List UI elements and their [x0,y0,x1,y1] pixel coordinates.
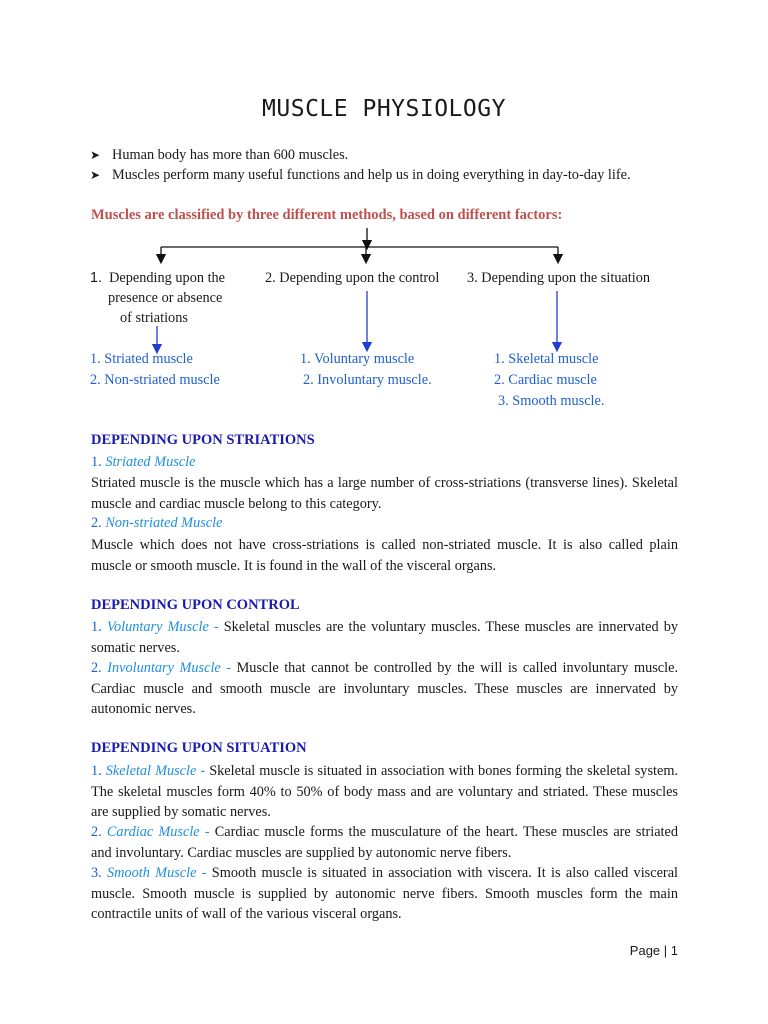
method-1: 1. Depending upon the presence or absence of striations [90,270,226,326]
paragraph-striated: Striated muscle is the muscle which has a large number of cross-striations (transverse lines). Skeletal muscle and cardiac muscle belong to this category. [91,475,678,512]
paragraph-involuntary: 2. Involuntary Muscle - Muscle that cannot be controlled by the will is called involuntary muscle. Cardiac muscle and smooth muscle are involuntary muscles. These muscles are innervated by autonomic nerves. [91,660,679,717]
method-3: 3. Depending upon the situation [467,270,651,286]
subheading-striated: 1. Striated Muscle [91,454,196,470]
section-heading-situation: DEPENDING UPON SITUATION [91,740,307,756]
paragraph-voluntary: 1. Voluntary Muscle - Skeletal muscles are the voluntary muscles. These muscles are innervated by somatic nerves. [91,619,679,656]
subheading-non-striated: 2. Non-striated Muscle [91,515,223,531]
page-number: Page | 1 [629,943,678,958]
bullet-item: ➤ Muscles perform many useful functions and help us in doing everything in day-to-day life. [90,167,631,183]
paragraph-smooth: 3. Smooth Muscle - Smooth muscle is situated in association with viscera. It is also called visceral muscle. Smooth muscle is supplied by autonomic nerve fibers. Smooth muscles form the main contractile units of wall of the various visceral organs. [91,865,679,922]
paragraph-cardiac: 2. Cardiac Muscle - Cardiac muscle forms the musculature of the heart. These muscles are striated and involuntary. Cardiac muscles are supplied by autonomic nerve fibers. [91,824,679,861]
section-heading-striations: DEPENDING UPON STRIATIONS [91,432,315,448]
types-situation: 1. Skeletal muscle 2. Cardiac muscle 3. Smooth muscle. [494,351,605,409]
types-striations: 1. Striated muscle 2. Non-striated muscle [90,351,220,388]
method-2: 2. Depending upon the control [265,270,440,286]
page-title: MUSCLE PHYSIOLOGY [262,96,506,122]
paragraph-non-striated: Muscle which does not have cross-striations is called non-striated muscle. It is also called plain muscle or smooth muscle. It is found in the wall of the visceral organs. [91,537,678,574]
classification-intro: Muscles are classified by three different methods, based on different factors: [91,207,563,223]
paragraph-skeletal: 1. Skeletal Muscle - Skeletal muscle is situated in association with bones forming the skeletal system. The skeletal muscles form 40% to 50% of body mass and are voluntary and striated. These muscles are supplied by somatic nerves. [91,763,679,820]
bullet-item: ➤ Human body has more than 600 muscles. [90,147,349,163]
arrow-bullet-icon: ➤ [90,168,101,182]
types-control: 1. Voluntary muscle 2. Involuntary muscle. [300,351,432,388]
arrow-bullet-icon: ➤ [90,148,101,162]
section-heading-control: DEPENDING UPON CONTROL [91,597,300,613]
